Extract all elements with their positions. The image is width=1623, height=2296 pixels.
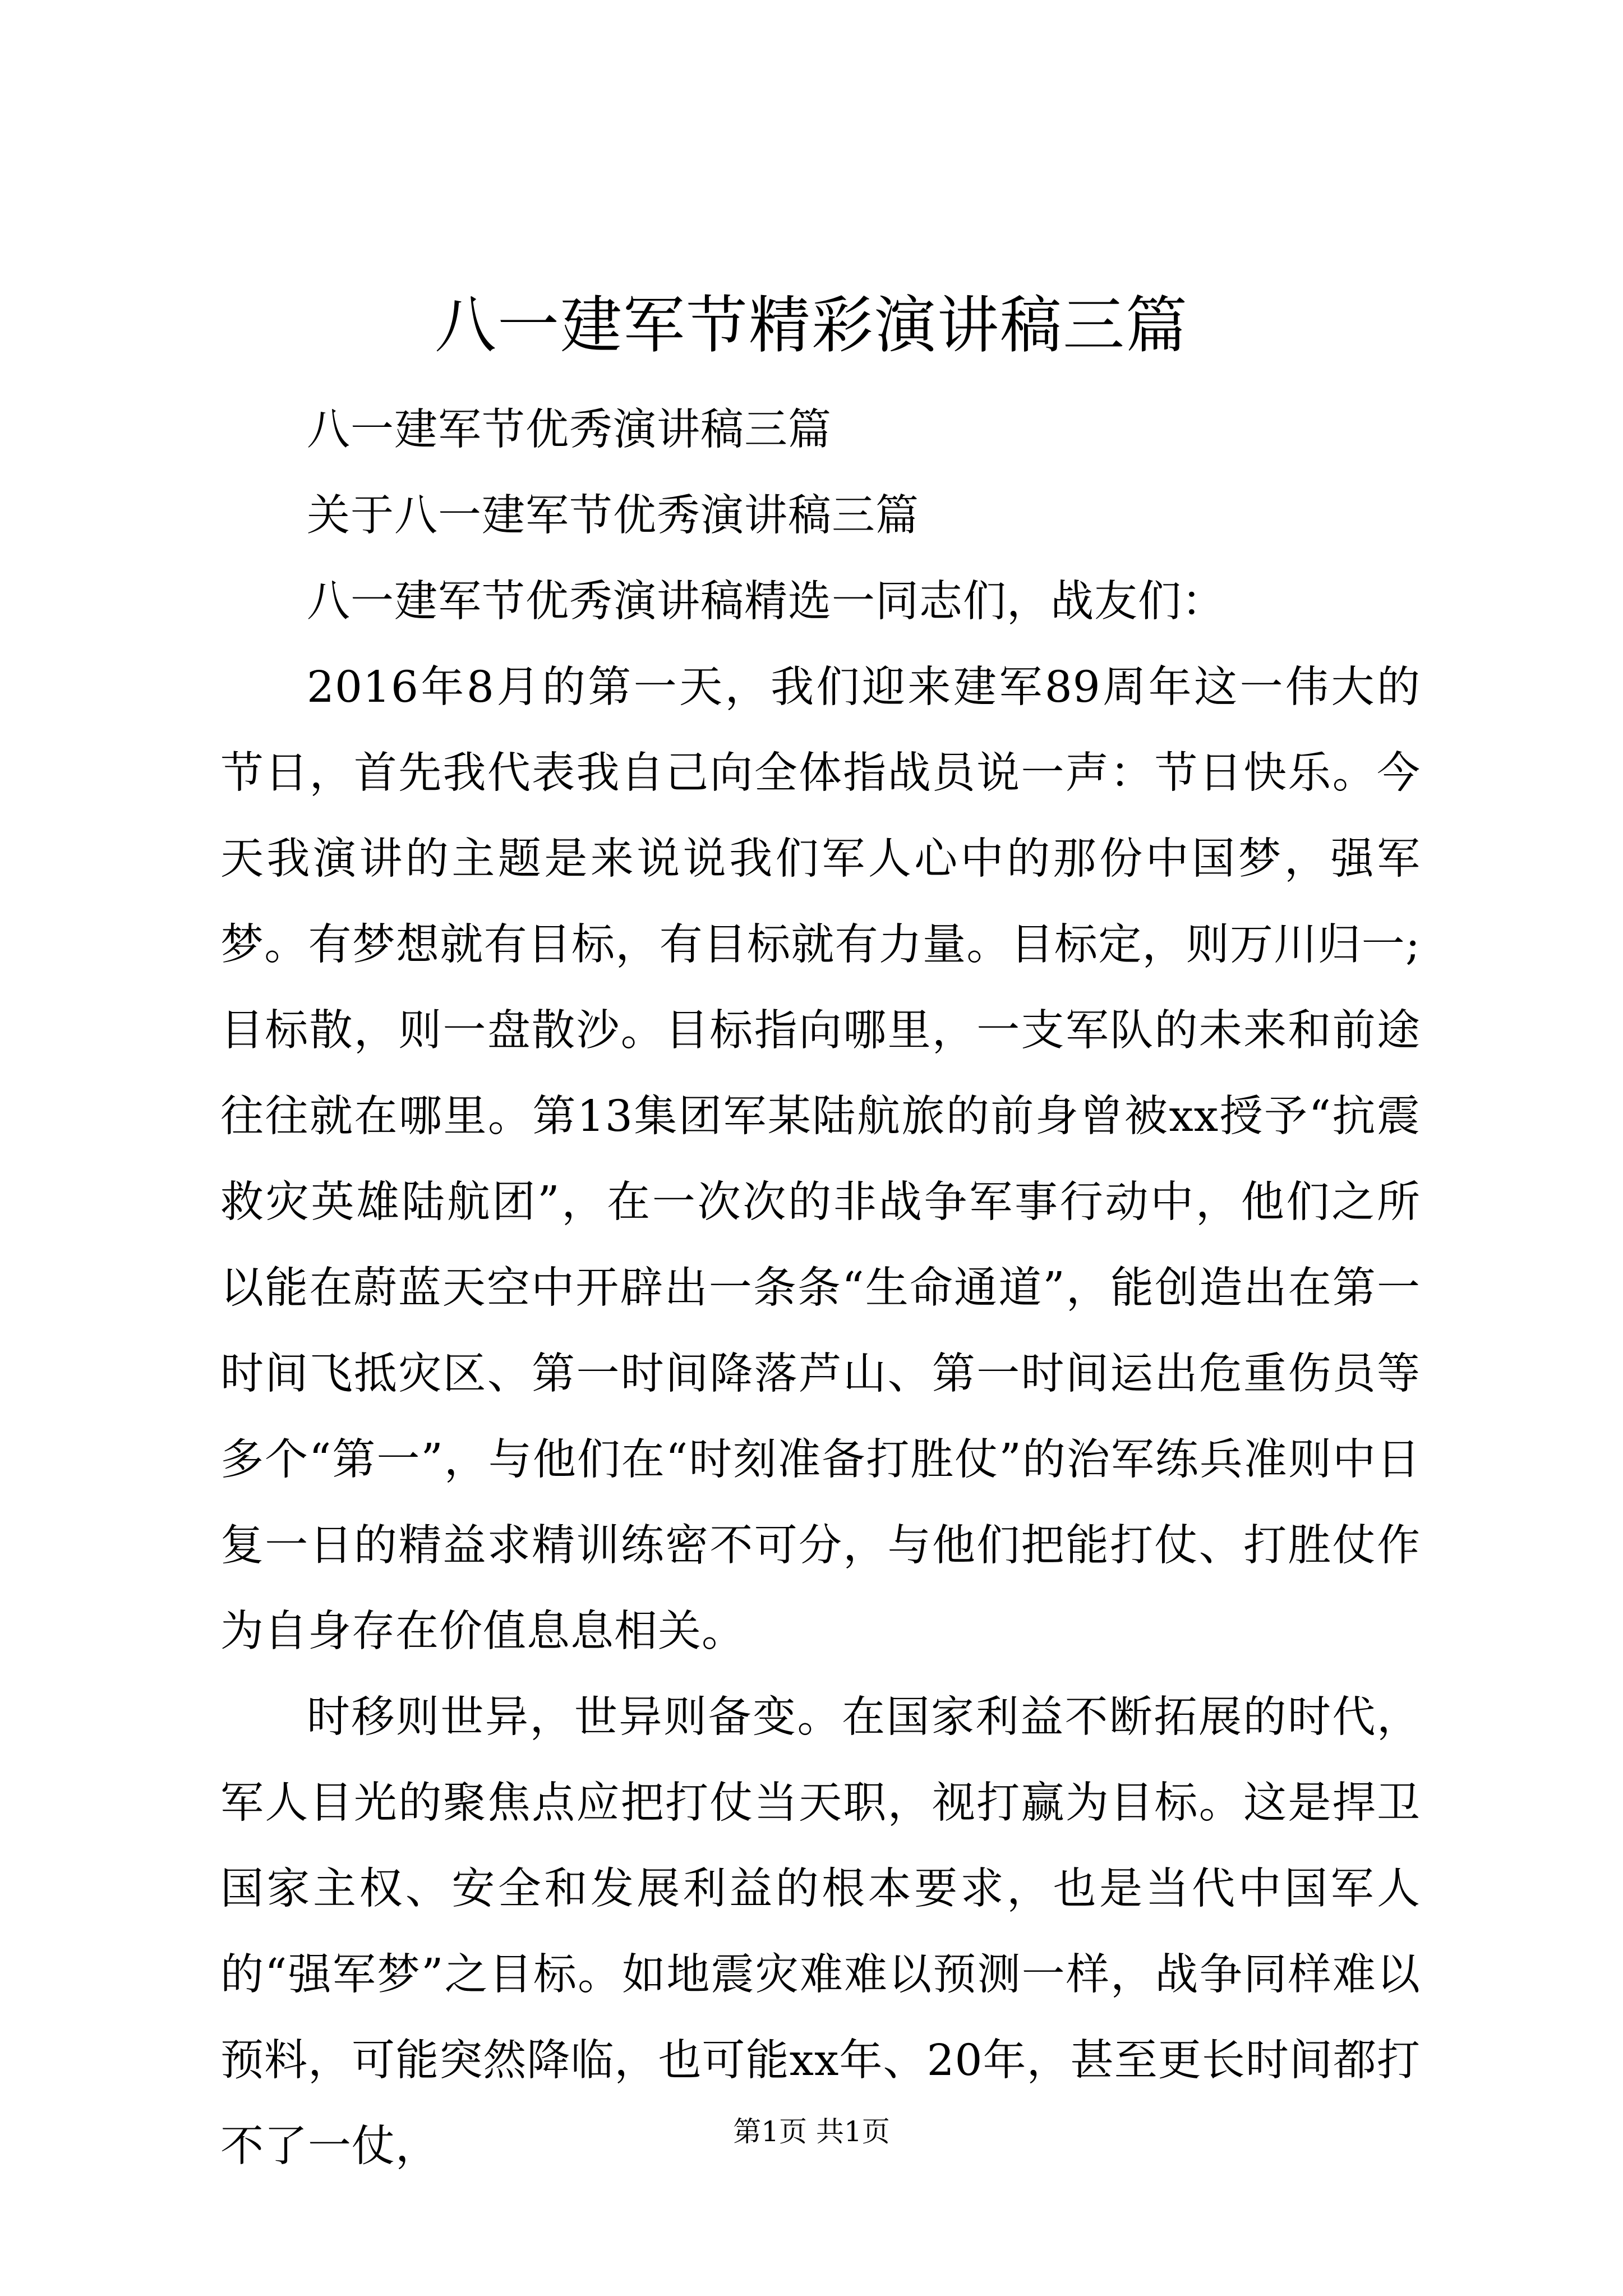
document-body	[220, 387, 1421, 2189]
document-title: 八一建军节精彩演讲稿三篇	[435, 289, 1188, 361]
page-footer: 第1页 共1页	[733, 2115, 890, 2148]
paragraph-greeting: 八一建军节优秀演讲稿精选一同志们，战友们：	[307, 577, 1225, 627]
paragraph-body-2: 时移则世异，世异则备变。在国家利益不断拓展的时代，军人目光的聚焦点应把打仗当天职，视打赢为目标。这是捍卫国家主权、安全和发展利益的根本要求，也是当代中国军人的“强军梦”之目标。如地震灾难难以预测一样，战争同样难以预料，可能突然降临，也可能xx年、20年，甚至更长时间都打不了一仗，	[220, 1692, 1421, 2171]
paragraph-subtitle: 八一建军节优秀演讲稿三篇	[307, 405, 832, 455]
paragraph-about: 关于八一建军节优秀演讲稿三篇	[307, 491, 919, 541]
paragraph-body-1: 2016年8月的第一天，我们迎来建军89周年这一伟大的节日，首先我代表我自己向全体指战员说一声：节日快乐。今天我演讲的主题是来说说我们军人心中的那份中国梦，强军梦。有梦想就有目标，有目标就有力量。目标定，则万川归一;目标散，则一盘散沙。目标指向哪里，一支军队的未来和前途往往就在哪里。第13集团军某陆航旅的前身曾被xx授予“抗震救灾英雄陆航团”，在一次次的非战争军事行动中，他们之所以能在蔚蓝天空中开辟出一条条“生命通道”，能创造出在第一时间飞抵灾区、第一时间降落芦山、第一时间运出危重伤员等多个“第一”，与他们在“时刻准备打胜仗”的治军练兵准则中日复一日的精益求精训练密不可分，与他们把能打仗、打胜仗作为自身存在价值息息相关。	[220, 662, 1421, 1657]
